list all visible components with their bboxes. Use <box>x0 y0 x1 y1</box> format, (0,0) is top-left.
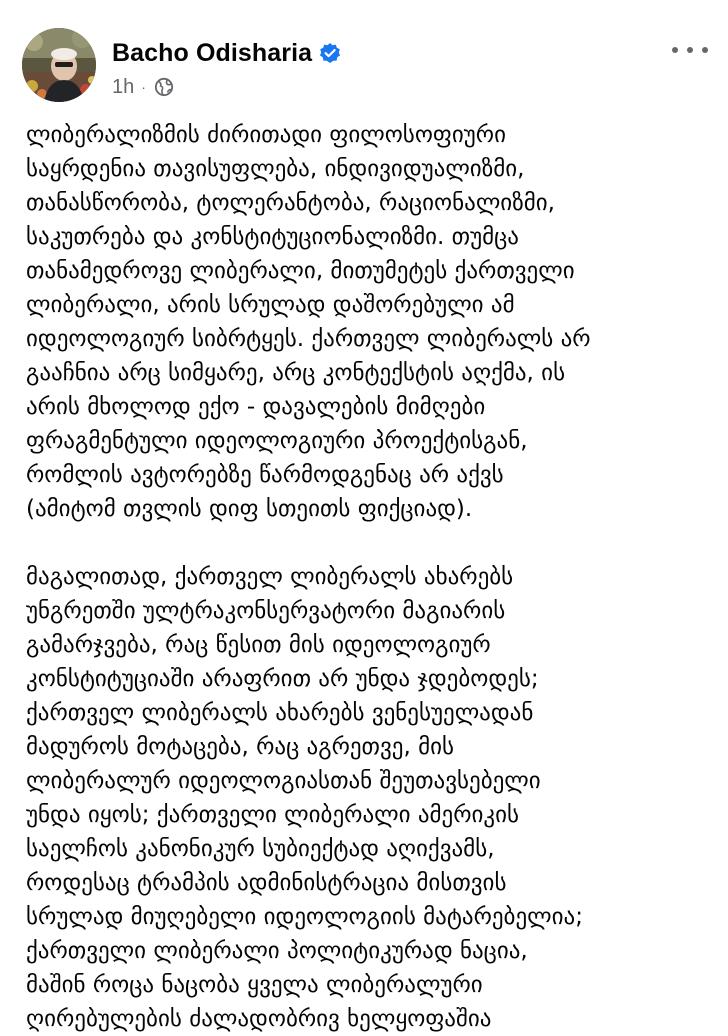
author-name-row <box>112 36 341 70</box>
verified-badge-icon <box>319 42 341 64</box>
post-text-line: (ამიტომ თვლის დიფ სთეითს ფიქციად). <box>26 496 473 522</box>
post-text-line: უნდა იყოს; ქართველი ლიბერალი ამერიკის <box>26 802 520 828</box>
post-text-line: მადუროს მოტაცება, რაც აგრეთვე, მის <box>26 734 455 760</box>
post-text-line: უნგრეთში ულტრაკონსერვატორი მაგიარის <box>26 598 506 624</box>
post-text-line: ლიბერალი, არის სრულად დაშორებული ამ <box>26 292 515 318</box>
more-dot <box>702 47 708 53</box>
post-text-line: ქართველ ლიბერალს ახარებს ვენესუელადან <box>26 700 534 726</box>
post-timestamp[interactable]: 1h <box>112 75 135 98</box>
post-text-line: გამარჯვება, რაც წესით მის იდეოლოგიურ <box>26 632 491 658</box>
post-text-line: არის მხოლოდ ექო - დავალების მიმღები <box>26 394 486 420</box>
author-name[interactable]: Bacho Odisharia <box>112 38 313 67</box>
post-text-line: ქართველი ლიბერალი პოლიტიკურად ნაცია, <box>26 938 528 964</box>
more-dot <box>672 47 678 53</box>
globe-icon[interactable] <box>154 77 174 97</box>
post-text-line: რომლის ავტორებზე წარმოდგენაც არ აქვს <box>26 462 504 488</box>
post-text-line: თანამედროვე ლიბერალი, მითუმეტეს ქართველი <box>26 258 575 284</box>
post-text-line: სრულად მიუღებელი იდეოლოგიის მატარებელია; <box>26 904 583 930</box>
avatar[interactable] <box>22 28 96 102</box>
post-header <box>22 28 712 108</box>
post-text-line: საყრდენია თავისუფლება, ინდივიდუალიზმი, <box>26 156 525 182</box>
post-text-line: მაგალითად, ქართველ ლიბერალს ახარებს <box>26 564 514 590</box>
post-text-line: ფრაგმენტული იდეოლოგიური პროექტისგან, <box>26 428 528 454</box>
more-dot <box>687 47 693 53</box>
post-text-line: საკუთრება და კონსტიტუციონალიზმი. თუმცა <box>26 224 519 250</box>
post-body <box>26 118 716 1036</box>
post-text-line: გააჩნია არც სიმყარე, არც კონტექსტის აღქმა, ის <box>26 360 566 386</box>
more-options-icon[interactable] <box>672 38 708 62</box>
post-text-line: მაშინ როცა ნაცობა ყველა ლიბერალური <box>26 972 483 998</box>
post-paragraph-1 <box>26 118 716 526</box>
post-text-line: ღირებულების ძალადობრივ ხელყოფაშია <box>26 1006 492 1032</box>
post-text-line: თანასწორობა, ტოლერანტობა, რაციონალიზმი, <box>26 190 555 216</box>
post-text-line: საელჩოს კანონიკურ სუბიექტად აღიქვამს, <box>26 836 495 862</box>
post-meta <box>112 74 174 100</box>
post-text-line: იდეოლოგიურ სიბრტყეს. ქართველ ლიბერალს არ <box>26 326 591 352</box>
post-text-line: ლიბერალურ იდეოლოგიასთან შეუთავსებელი <box>26 768 541 794</box>
post-text-line: კონსტიტუციაში არაფრით არ უნდა ჯდებოდეს; <box>26 666 539 692</box>
avatar-image <box>22 28 96 102</box>
meta-separator: · <box>141 79 146 95</box>
post-paragraph-2 <box>26 560 716 1036</box>
post-text-line: ლიბერალიზმის ძირითადი ფილოსოფიური <box>26 122 507 148</box>
post-text-line: როდესაც ტრამპის ადმინისტრაცია მისთვის <box>26 870 507 896</box>
